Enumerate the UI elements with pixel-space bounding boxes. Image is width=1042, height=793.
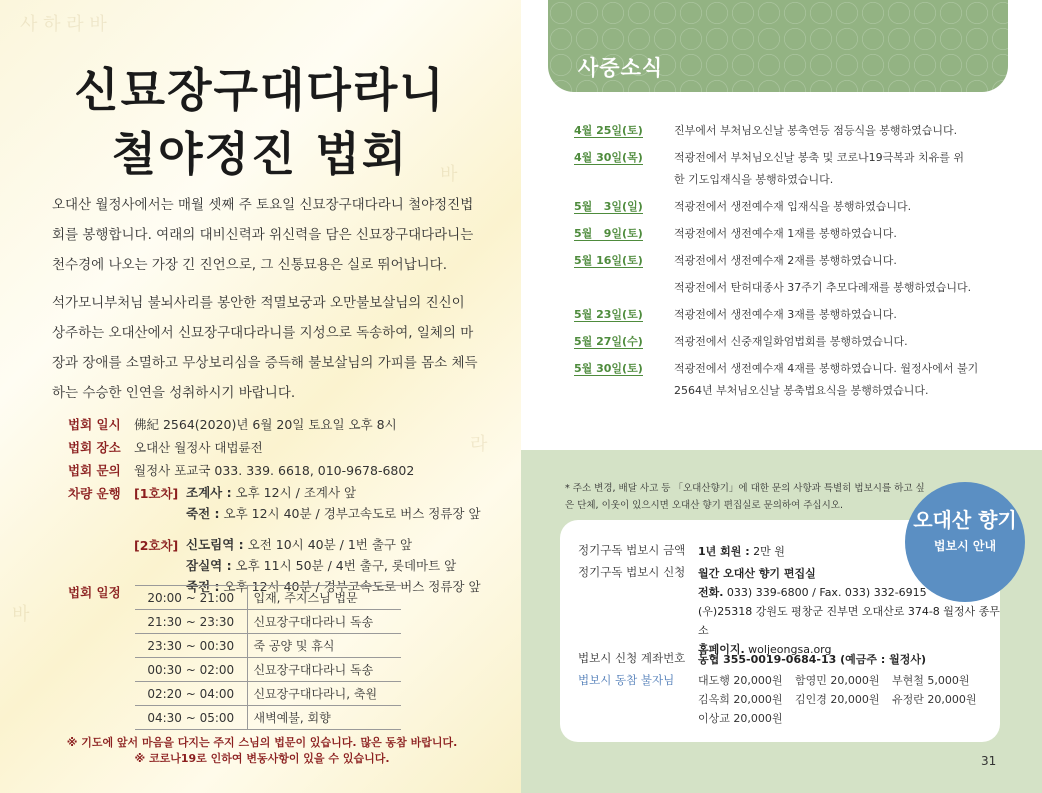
event-info bbox=[68, 413, 488, 597]
offer-label: 법보시 신청 계좌번호 bbox=[578, 651, 686, 665]
news-title: 사중소식 bbox=[578, 56, 664, 80]
offer-label: 정기구독 법보시 금액 bbox=[578, 543, 686, 557]
news-text: 적광전에서 부처님오신날 봉축 및 코로나19극복과 치유를 위한 기도입재식을 봉행하였습니다. bbox=[674, 151, 964, 186]
offer-value: 농협 355-0019-0684-13 (예금주 : 월정사) bbox=[698, 653, 926, 666]
news-text: 적광전에서 생전예수재 4재를 봉행하였습니다. 월정사에서 불기2564년 부처님오신날 봉축법요식을 봉행하였습니다. bbox=[674, 362, 979, 397]
news-date bbox=[574, 360, 674, 402]
news-date bbox=[574, 306, 674, 326]
news-date-text: 5월 3일(일) bbox=[574, 200, 643, 213]
donor-list bbox=[698, 672, 989, 726]
list-item bbox=[574, 252, 1014, 272]
news-date-text: 4월 25일(토) bbox=[574, 124, 643, 137]
offer-line: (우)25318 강원도 평창군 진부면 오대산로 374-8 월정사 종무소 bbox=[698, 605, 1000, 637]
list-item bbox=[574, 306, 1014, 326]
offer-row-amount bbox=[578, 542, 785, 561]
offer-section bbox=[521, 450, 1042, 793]
schedule-time: 00:30 ~ 02:00 bbox=[135, 658, 247, 682]
bus-stop-name: 조계사 : bbox=[186, 485, 232, 500]
background-text: 바 bbox=[12, 604, 30, 625]
schedule-event: 새벽예불, 회향 bbox=[247, 706, 401, 730]
offer-row-donors bbox=[578, 672, 989, 726]
list-item bbox=[574, 149, 1014, 191]
offer-value-bold: 전화. bbox=[698, 586, 724, 599]
news-list bbox=[574, 122, 1014, 409]
offer-value bbox=[698, 542, 785, 561]
news-date-text: 5월 27일(수) bbox=[574, 335, 643, 348]
bus-stop bbox=[186, 482, 481, 503]
bus-stop-detail: 오후 12시 40분 / 경부고속도로 버스 정류장 앞 bbox=[219, 506, 481, 521]
title-line: 신묘장구대다라니 bbox=[74, 63, 446, 117]
news-date bbox=[574, 198, 674, 218]
notice-line: ※ 기도에 앞서 마음을 다지는 주지 스님의 법문이 있습니다. 많은 동참 바랍니다. bbox=[66, 736, 458, 749]
list-item: 유정란 20,000원 bbox=[892, 693, 977, 706]
list-item bbox=[574, 360, 1014, 402]
table-row bbox=[135, 682, 401, 706]
schedule-event: 신묘장구대다라니, 축원 bbox=[247, 682, 401, 706]
table-row bbox=[135, 706, 401, 730]
list-item bbox=[574, 333, 1014, 353]
badge-title: 오대산 향기 bbox=[913, 508, 1017, 532]
info-label: 차량 운행 bbox=[68, 486, 121, 501]
info-place bbox=[68, 436, 488, 459]
offer-value-bold: 월간 오대산 향기 편집실 bbox=[698, 567, 816, 580]
schedule-time: 21:30 ~ 23:30 bbox=[135, 610, 247, 634]
bus-stop bbox=[186, 555, 481, 576]
news-date-text: 5월 23일(토) bbox=[574, 308, 643, 321]
info-bus bbox=[68, 482, 488, 597]
schedule-event: 신묘장구대다라니 독송 bbox=[247, 658, 401, 682]
news-text: 적광전에서 탄허대종사 37주기 추모다례재를 봉행하였습니다. bbox=[674, 281, 972, 294]
info-label: 법회 장소 bbox=[68, 440, 121, 455]
news-date-text: 5월 30일(토) bbox=[574, 362, 643, 375]
schedule-time: 04:30 ~ 05:00 bbox=[135, 706, 247, 730]
page-title bbox=[70, 58, 450, 186]
bus-stop-detail: 오후 12시 40분 / 경부고속도로 버스 정류장 앞 bbox=[219, 579, 481, 594]
news-date bbox=[574, 279, 674, 299]
news-text: 적광전에서 신중재일화엄법회를 봉행하였습니다. bbox=[674, 335, 908, 348]
news-date bbox=[574, 122, 674, 142]
offer-value-text: 033) 339-6800 / Fax. 033) 332-6915 bbox=[723, 586, 927, 599]
list-item: 함영민 20,000원 bbox=[795, 674, 880, 687]
bus-stop-detail: 오전 10시 40분 / 1번 출구 앞 bbox=[243, 537, 413, 552]
news-date-text: 5월 16일(토) bbox=[574, 254, 643, 267]
right-page bbox=[521, 0, 1042, 793]
news-date-text: 4월 30일(목) bbox=[574, 151, 643, 164]
info-value: 월정사 포교국 033. 339. 6618, 010-9678-6802 bbox=[134, 463, 415, 478]
bus-stop bbox=[186, 503, 481, 524]
news-text: 진부에서 부처님오신날 봉축연등 점등식을 봉행하였습니다. bbox=[674, 124, 958, 137]
info-value: 佛紀 2564(2020)년 6월 20일 토요일 오후 8시 bbox=[134, 417, 397, 432]
bus-stop-name: 신도림역 : bbox=[186, 537, 244, 552]
news-date bbox=[574, 149, 674, 191]
schedule-time: 20:00 ~ 21:00 bbox=[135, 586, 247, 610]
news-text: 적광전에서 생전예수재 3재를 봉행하였습니다. bbox=[674, 308, 897, 321]
magazine-badge bbox=[905, 482, 1025, 602]
info-value: 오대산 월정사 대법륜전 bbox=[134, 440, 263, 455]
background-text: 라 bbox=[470, 434, 488, 455]
list-item: 대도행 20,000원 bbox=[698, 674, 783, 687]
bus-stop-name: 죽전 : bbox=[186, 506, 220, 521]
bus-stop-detail: 오후 12시 / 조계사 앞 bbox=[231, 485, 357, 500]
list-item bbox=[574, 198, 1014, 218]
schedule-time: 23:30 ~ 00:30 bbox=[135, 634, 247, 658]
news-date bbox=[574, 225, 674, 245]
news-date-text: 5월 9일(토) bbox=[574, 227, 643, 240]
offer-note: * 주소 변경, 배달 사고 등 「오대산향기」에 대한 문의 사항과 특별히 법보시를 하고 싶은 단체, 이웃이 있으시면 오대산 향기 편집실로 문의하여 주십시오. bbox=[565, 483, 925, 511]
table-row bbox=[135, 634, 401, 658]
offer-label: 법보시 동참 불자님 bbox=[578, 673, 675, 687]
bus-stop-name: 잠실역 : bbox=[186, 558, 232, 573]
info-contact bbox=[68, 459, 488, 482]
list-item bbox=[574, 279, 1014, 299]
intro-text bbox=[52, 190, 482, 416]
schedule-time: 02:20 ~ 04:00 bbox=[135, 682, 247, 706]
title-line: 철야정진 법회 bbox=[111, 127, 409, 181]
info-date bbox=[68, 413, 488, 436]
notice-line: ※ 코로나19로 인하여 변동사항이 있을 수 있습니다. bbox=[134, 752, 390, 765]
schedule-event: 신묘장구대다라니 독송 bbox=[247, 610, 401, 634]
intro-paragraph: 오대산 월정사에서는 매월 셋째 주 토요일 신묘장구대다라니 철야정진법회를 봉행합니다. 여래의 대비신력과 위신력을 담은 신묘장구대다라니는 천수경에 나오는 가장 긴 진언으로, 그 신통묘용은 실로 뛰어납니다. bbox=[52, 197, 474, 273]
list-item: 이상교 20,000원 bbox=[698, 712, 783, 725]
list-item: 김인경 20,000원 bbox=[795, 693, 880, 706]
notice bbox=[52, 735, 472, 767]
bus-stop bbox=[186, 534, 481, 555]
offer-label: 정기구독 법보시 신청 bbox=[578, 565, 686, 579]
schedule-table bbox=[135, 585, 401, 730]
badge-subtitle: 법보시 안내 bbox=[933, 539, 997, 553]
news-text: 적광전에서 생전예수재 1재를 봉행하였습니다. bbox=[674, 227, 897, 240]
news-text: 적광전에서 생전예수재 입재식을 봉행하였습니다. bbox=[674, 200, 912, 213]
schedule-event: 죽 공양 및 휴식 bbox=[247, 634, 401, 658]
offer-value-bold: 홈페이지. bbox=[698, 643, 745, 656]
offer-value-text: 2만 원 bbox=[749, 545, 785, 558]
page-number: 31 bbox=[981, 754, 997, 768]
bus-tag: [1호차] bbox=[134, 486, 179, 501]
list-item bbox=[574, 225, 1014, 245]
info-label: 법회 일시 bbox=[68, 417, 121, 432]
offer-row-account bbox=[578, 650, 926, 669]
schedule-label: 법회 일정 bbox=[68, 585, 121, 600]
background-text: 사 하 라 바 bbox=[20, 14, 107, 35]
list-item bbox=[574, 122, 1014, 142]
table-row bbox=[135, 586, 401, 610]
news-date bbox=[574, 252, 674, 272]
bus-1 bbox=[134, 482, 481, 524]
bus-tag: [2호차] bbox=[134, 538, 179, 553]
bus-stop-name: 죽전 : bbox=[186, 579, 220, 594]
schedule-event: 입재, 주지스님 법문 bbox=[247, 586, 401, 610]
news-header bbox=[548, 0, 1008, 92]
list-item: 부현철 5,000원 bbox=[892, 674, 970, 687]
table-row bbox=[135, 658, 401, 682]
info-label: 법회 문의 bbox=[68, 463, 121, 478]
offer-value-text: woljeongsa.org bbox=[744, 643, 832, 656]
background-text: 바 bbox=[440, 164, 458, 185]
news-date bbox=[574, 333, 674, 353]
bus-stop-detail: 오후 11시 50분 / 4번 출구, 롯데마트 앞 bbox=[231, 558, 457, 573]
news-text: 적광전에서 생전예수재 2재를 봉행하였습니다. bbox=[674, 254, 897, 267]
offer-value-bold: 1년 회원 : bbox=[698, 545, 750, 558]
list-item: 김옥희 20,000원 bbox=[698, 693, 783, 706]
table-row bbox=[135, 610, 401, 634]
intro-paragraph: 석가모니부처님 불뇌사리를 봉안한 적멸보궁과 오만불보살님의 진신이 상주하는 오대산에서 신묘장구대다라니를 지성으로 독송하여, 일체의 마장과 장애를 소멸하고 무상보리심을 증득해 불보살님의 가피를 몸소 체득하는 수승한 인연을 성취하시기 바랍니다. bbox=[52, 295, 478, 401]
